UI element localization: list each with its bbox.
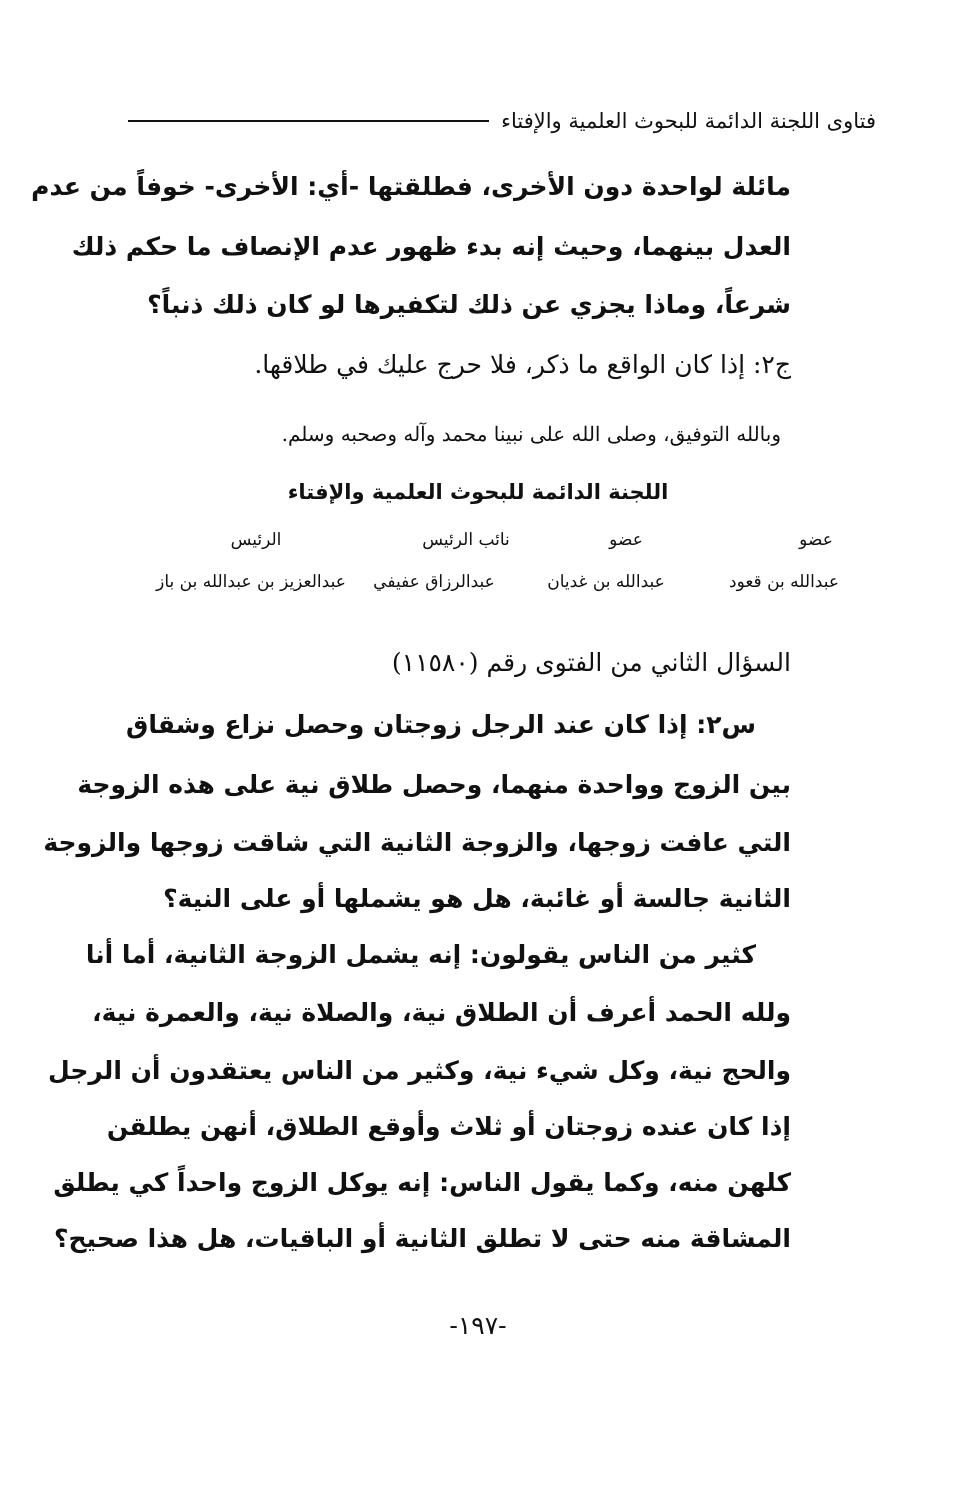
header-rule (128, 120, 489, 122)
member-role: نائب الرئيس (422, 530, 510, 550)
member-role: عضو (609, 530, 643, 550)
closing-line: وبالله التوفيق، وصلى الله على نبينا محمد وآله وصحبه وسلم. (281, 422, 781, 446)
committee-title: اللجنة الدائمة للبحوث العلمية والإفتاء (287, 480, 669, 504)
question-prev-line: شرعاً، وماذا يجزي عن ذلك لتكفيرها لو كان ذلك ذنباً؟ (147, 290, 791, 319)
question-new-line: الثانية جالسة أو غائبة، هل هو يشملها أو على النية؟ (163, 884, 791, 913)
question-cont-line: كلهن منه، وكما يقول الناس: إنه يوكل الزوج واحداً كي يطلق (53, 1168, 791, 1197)
question-cont-line: والحج نية، وكل شيء نية، وكثير من الناس يعتقدون أن الرجل (48, 1056, 791, 1085)
header-title: فتاوى اللجنة الدائمة للبحوث العلمية والإفتاء (501, 109, 876, 133)
question-prev-line: العدل بينهما، وحيث إنه بدء ظهور عدم الإنصاف ما حكم ذلك (71, 232, 791, 261)
question-cont-line: إذا كان عنده زوجتان أو ثلاث وأوقع الطلاق، أنهن يطلقن (106, 1112, 791, 1141)
running-header (128, 104, 876, 138)
page-number: -١٩٧- (449, 1311, 507, 1340)
member-name: عبدالله بن غديان (547, 572, 665, 592)
member-name: عبدالله بن قعود (728, 572, 840, 592)
question-prev-line: مائلة لواحدة دون الأخرى، فطلقتها -أي: الأخرى- خوفاً من عدم (31, 172, 791, 201)
answer-line: ج٢: إذا كان الواقع ما ذكر، فلا حرج عليك في طلاقها. (254, 350, 791, 379)
fatwa-heading: السؤال الثاني من الفتوى رقم (١١٥٨٠) (391, 648, 791, 677)
member-role: عضو (799, 530, 833, 550)
member-name: عبدالرزاق عفيفي (373, 572, 495, 592)
question-cont-line: ولله الحمد أعرف أن الطلاق نية، والصلاة نية، والعمرة نية، (92, 998, 791, 1027)
question-cont-line: المشاقة منه حتى لا تطلق الثانية أو الباقيات، هل هذا صحيح؟ (54, 1224, 791, 1253)
question-new-line: بين الزوج وواحدة منهما، وحصل طلاق نية على هذه الزوجة (77, 770, 791, 799)
question-new-line: س٢: إذا كان عند الرجل زوجتان وحصل نزاع وشقاق (125, 710, 756, 739)
member-name: عبدالعزيز بن عبدالله بن باز (156, 572, 346, 592)
member-role: الرئيس (230, 530, 282, 550)
question-new-line: التي عافت زوجها، والزوجة الثانية التي شاقت زوجها والزوجة (43, 828, 791, 857)
question-cont-line: كثير من الناس يقولون: إنه يشمل الزوجة الثانية، أما أنا (85, 940, 756, 969)
